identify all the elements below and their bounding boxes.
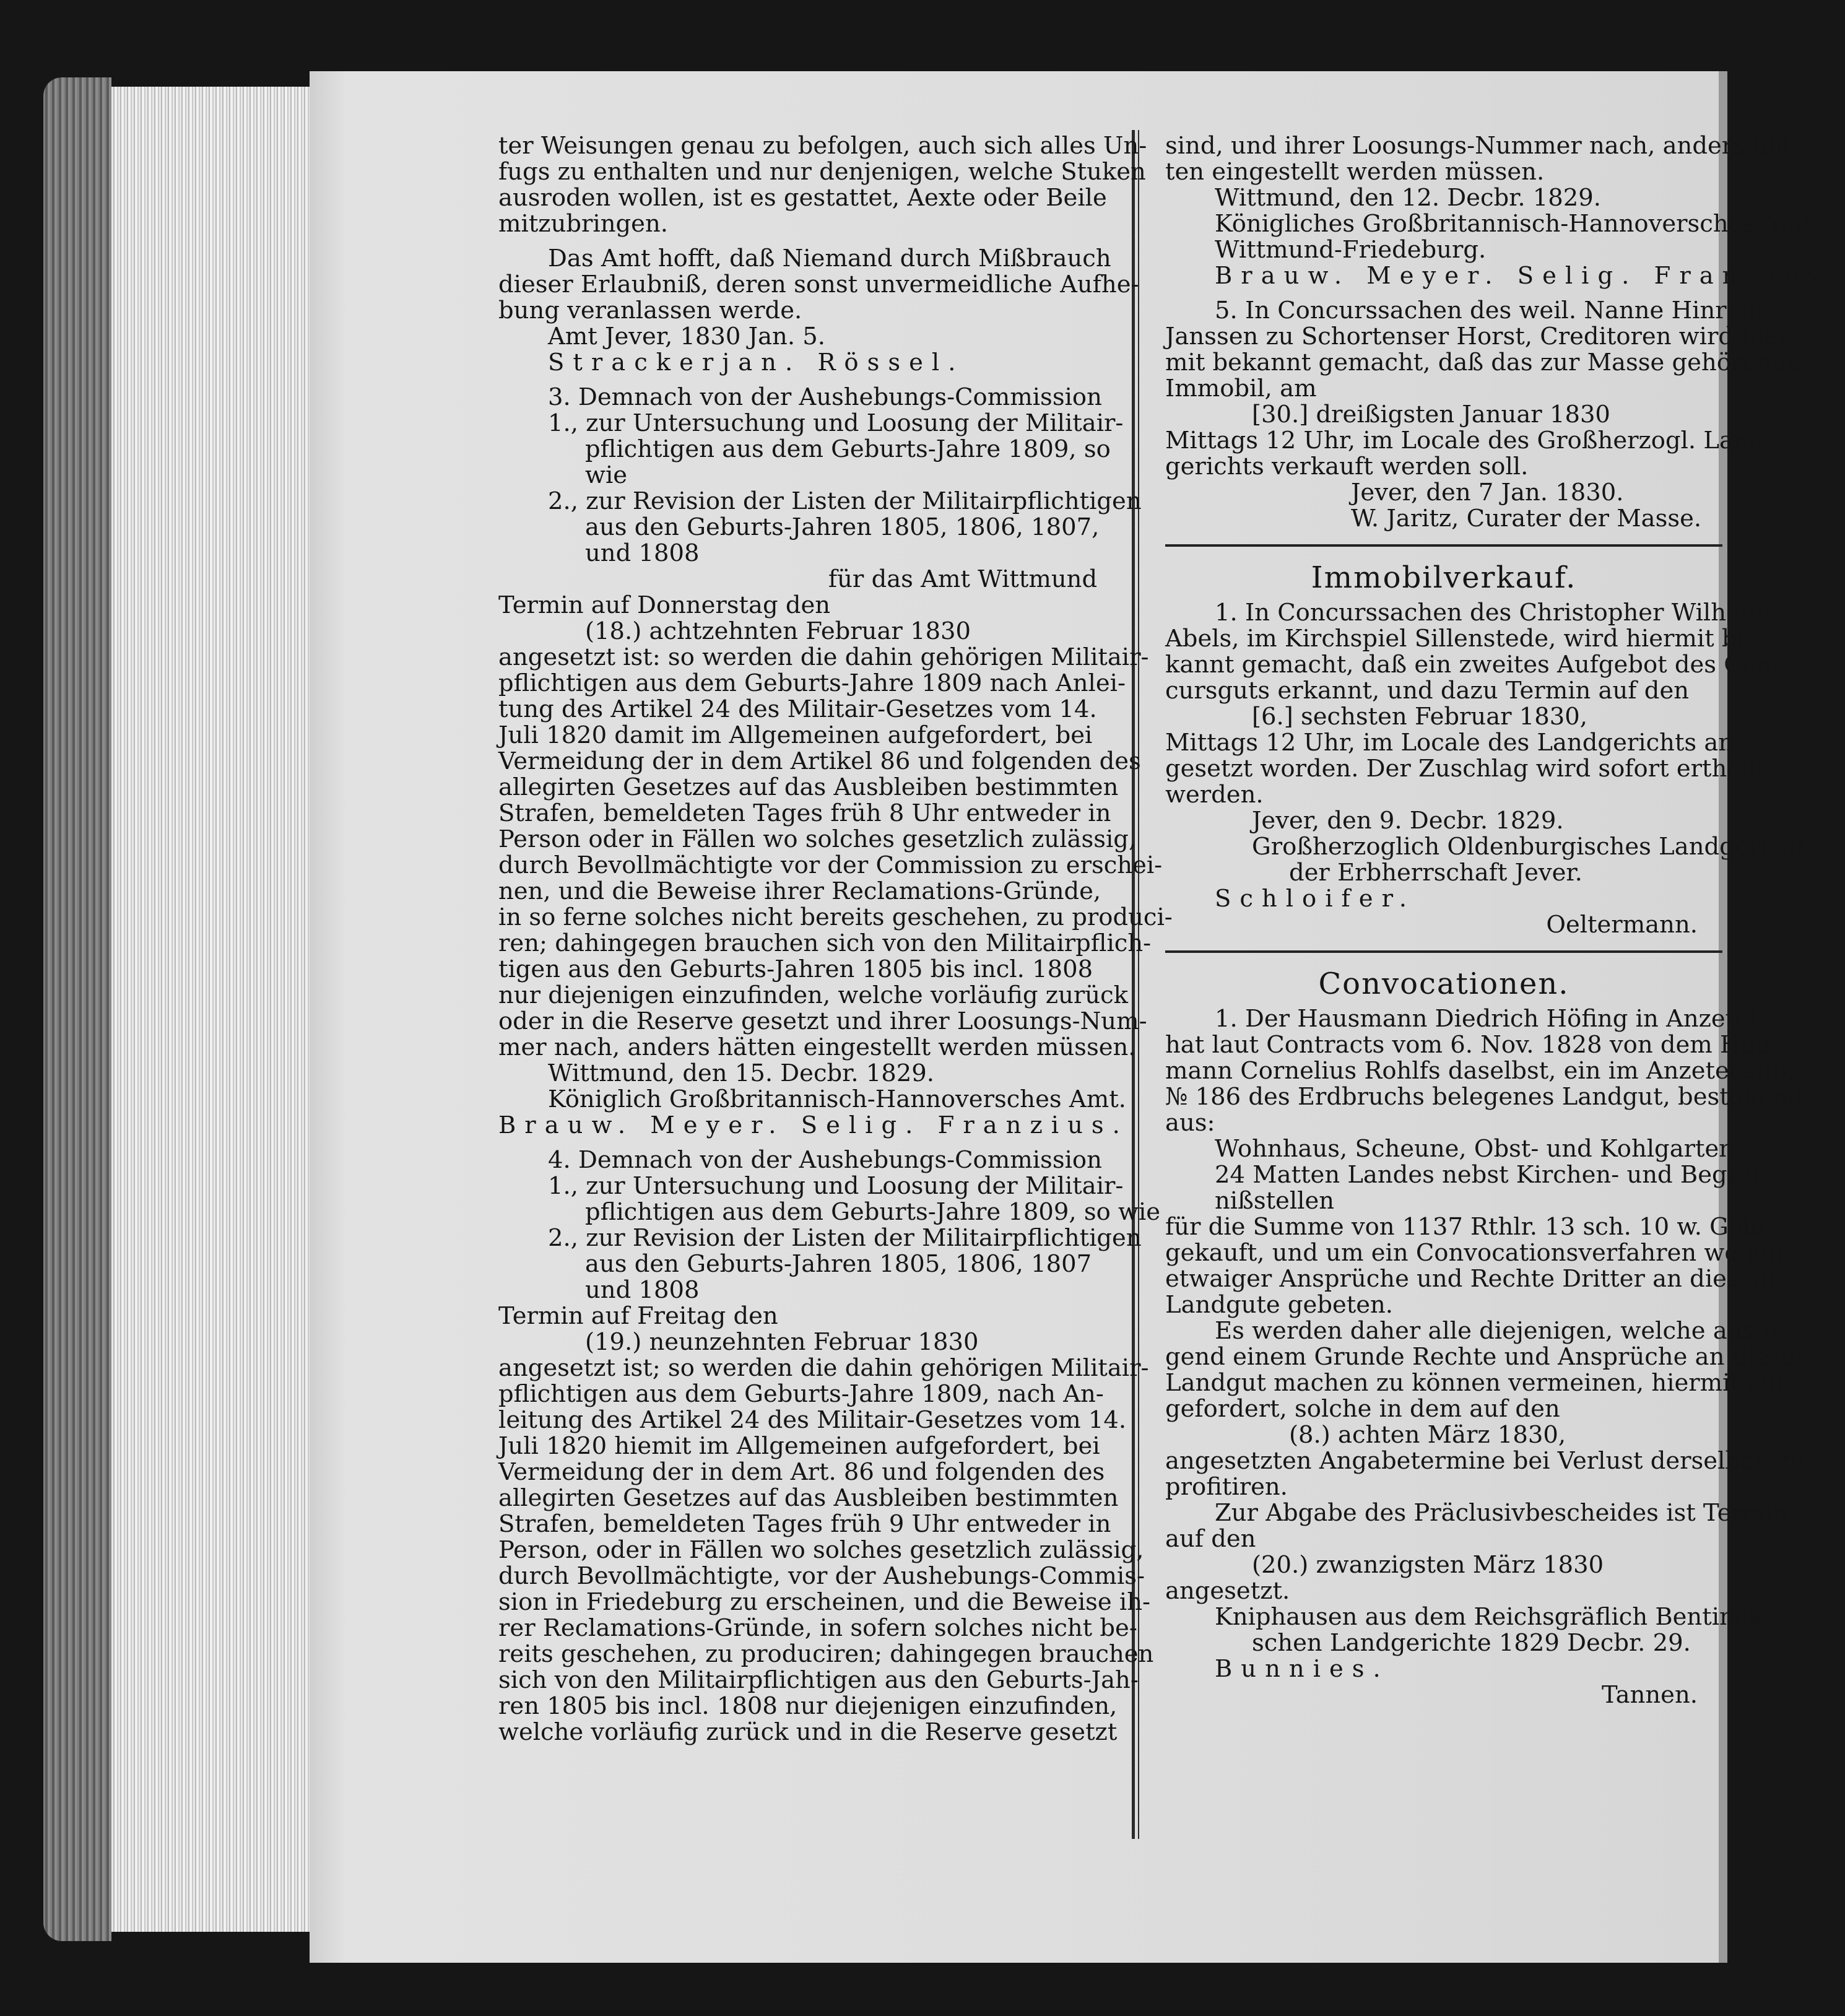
text-line: pflichtigen aus dem Geburts-Jahre 1809 nach Anlei-: [498, 669, 1126, 697]
text-line: Oeltermann.: [1546, 911, 1698, 939]
text-line: pflichtigen aus dem Geburts-Jahre 1809, nach An-: [498, 1380, 1104, 1408]
text-line: Es werden daher alle diejenigen, welche aus ir-: [1215, 1317, 1790, 1345]
text-line: Termin auf Donnerstag den: [498, 591, 831, 619]
text-line: Vermeidung der in dem Artikel 86 und folgenden des: [498, 747, 1141, 775]
text-line: pflichtigen aus dem Geburts-Jahre 1809, so: [585, 435, 1111, 463]
text-line: Landgute gebeten.: [1165, 1291, 1394, 1319]
section-heading-immobilverkauf: Immobilverkauf.: [1311, 560, 1577, 595]
text-line: Wohnhaus, Scheune, Obst- und Kohlgarten,: [1215, 1135, 1742, 1163]
text-line: schen Landgerichte 1829 Decbr. 29.: [1252, 1629, 1691, 1657]
book-spine: [43, 77, 111, 1941]
text-line: (8.) achten März 1830,: [1289, 1421, 1566, 1449]
text-line: 5. In Concurssachen des weil. Nanne Hinrich: [1215, 297, 1763, 324]
document-page: [310, 71, 1845, 1963]
text-line: 4. Demnach von der Aushebungs-Commission: [548, 1146, 1102, 1174]
text-line: 1. Der Hausmann Diedrich Höfing in Anzetel: [1215, 1005, 1757, 1033]
text-line: tigen aus den Geburts-Jahren 1805 bis incl. 1808: [498, 955, 1093, 983]
text-line: leitung des Artikel 24 des Militair-Gesetzes vom 14.: [498, 1406, 1127, 1434]
text-line: Immobil, am: [1165, 375, 1317, 402]
text-line: Zur Abgabe des Präclusivbescheides ist Termin: [1215, 1499, 1789, 1527]
text-line: durch Bevollmächtigte, vor der Aushebungs-Commis-: [498, 1562, 1145, 1590]
text-line: etwaiger Ansprüche und Rechte Dritter an diesem: [1165, 1265, 1776, 1293]
text-line: 1. In Concurssachen des Christopher Wilhelm: [1215, 599, 1771, 627]
text-line: werden.: [1165, 781, 1264, 809]
text-line: Mittags 12 Uhr, im Locale des Großherzogl. Land-: [1165, 427, 1773, 454]
text-line: Abels, im Kirchspiel Sillenstede, wird hiermit be-: [1165, 625, 1760, 653]
text-line: Königliches Großbritannisch-Hannoversches Amt: [1215, 210, 1812, 238]
text-line: Landgut machen zu können vermeinen, hiermit auf-: [1165, 1369, 1793, 1397]
section-rule: [1165, 950, 1722, 953]
section-rule: [1165, 544, 1722, 547]
text-line: Tannen.: [1601, 1681, 1698, 1709]
text-line: nißstellen: [1215, 1187, 1335, 1215]
text-line: Amt Jever, 1830 Jan. 5.: [548, 323, 826, 350]
text-line: Schloifer.: [1215, 885, 1415, 913]
text-line: Bunnies.: [1215, 1655, 1389, 1683]
text-line: Königlich Großbritannisch-Hannoversches Amt.: [548, 1085, 1126, 1113]
text-line: 2., zur Revision der Listen der Militairpflichtigen: [548, 487, 1142, 515]
text-line: [6.] sechsten Februar 1830,: [1252, 703, 1588, 731]
text-line: Jever, den 9. Decbr. 1829.: [1252, 807, 1564, 835]
text-line: Janssen zu Schortenser Horst, Creditoren wird hier-: [1165, 323, 1798, 350]
text-line: auf den: [1165, 1525, 1256, 1553]
text-line: gerichts verkauft werden soll.: [1165, 453, 1529, 480]
text-line: Brauw. Meyer. Selig. Franzius.: [1215, 262, 1845, 290]
text-line: nur diejenigen einzufinden, welche vorläufig zurück: [498, 981, 1128, 1009]
text-line: tung des Artikel 24 des Militair-Gesetzes vom 14.: [498, 695, 1097, 723]
text-line: mer nach, anders hätten eingestellt werden müssen.: [498, 1033, 1136, 1061]
text-line: sich von den Militairpflichtigen aus den Geburts-Jah-: [498, 1666, 1139, 1694]
text-line: reits geschehen, zu produciren; dahingegen brauchen: [498, 1640, 1154, 1668]
text-line: dieser Erlaubniß, deren sonst unvermeidliche Aufhe-: [498, 271, 1139, 298]
text-line: aus:: [1165, 1109, 1215, 1137]
text-line: für das Amt Wittmund: [828, 565, 1098, 593]
text-line: mitzubringen.: [498, 210, 668, 238]
text-line: rer Reclamations-Gründe, in sofern solches nicht be-: [498, 1614, 1137, 1642]
text-line: ten eingestellt werden müssen.: [1165, 158, 1545, 186]
right-column: [1165, 132, 1845, 1709]
text-line: bung veranlassen werde.: [498, 297, 802, 324]
text-line: aus den Geburts-Jahren 1805, 1806, 1807,: [585, 513, 1100, 541]
text-line: 1., zur Untersuchung und Loosung der Militair-: [548, 409, 1124, 437]
text-line: nen, und die Beweise ihrer Reclamations-Gründe,: [498, 877, 1101, 905]
text-line: 24 Matten Landes nebst Kirchen- und Begräb-: [1215, 1161, 1776, 1189]
text-line: aus den Geburts-Jahren 1805, 1806, 1807: [585, 1250, 1092, 1278]
text-line: pflichtigen aus dem Geburts-Jahre 1809, so wie: [585, 1198, 1161, 1226]
text-line: und 1808: [585, 1276, 700, 1304]
text-line: (18.) achtzehnten Februar 1830: [585, 617, 971, 645]
text-line: kannt gemacht, daß ein zweites Aufgebot des Con-: [1165, 651, 1780, 679]
text-line: mit bekannt gemacht, daß das zur Masse gehörende: [1165, 349, 1802, 376]
page-edges: [111, 87, 316, 1932]
text-line: profitiren.: [1165, 1473, 1288, 1501]
text-line: ren 1805 bis incl. 1808 nur diejenigen einzufinden,: [498, 1692, 1118, 1720]
text-line: allegirten Gesetzes auf das Ausbleiben bestimmten: [498, 773, 1119, 801]
text-line: in so ferne solches nicht bereits geschehen, zu produci-: [498, 903, 1173, 931]
text-line: angesetzt ist: so werden die dahin gehörigen Militair-: [498, 643, 1149, 671]
text-line: Jever, den 7 Jan. 1830.: [1351, 479, 1624, 506]
text-line: Wittmund, den 12. Decbr. 1829.: [1215, 184, 1602, 212]
text-line: 2., zur Revision der Listen der Militairpflichtigen: [548, 1224, 1142, 1252]
text-line: Person, oder in Fällen wo solches gesetzlich zulässig,: [498, 1536, 1144, 1564]
text-line: Kniphausen aus dem Reichsgräflich Bentinck-: [1215, 1603, 1771, 1631]
text-line: (19.) neunzehnten Februar 1830: [585, 1328, 979, 1356]
section-heading-convocationen: Convocationen.: [1318, 967, 1569, 1001]
text-line: Das Amt hofft, daß Niemand durch Mißbrauch: [548, 245, 1111, 272]
text-line: Strafen, bemeldeten Tages früh 9 Uhr entweder in: [498, 1510, 1111, 1538]
text-line: Juli 1820 damit im Allgemeinen aufgefordert, bei: [498, 721, 1093, 749]
text-line: angesetzt.: [1165, 1577, 1290, 1605]
text-line: Brauw. Meyer. Selig. Franzius.: [498, 1111, 1129, 1139]
text-line: Großherzoglich Oldenburgisches Landgericht: [1252, 833, 1807, 861]
text-line: Person oder in Fällen wo solches gesetzlich zulässig,: [498, 825, 1137, 853]
text-line: wie: [585, 461, 628, 489]
text-line: sind, und ihrer Loosungs-Nummer nach, anders hät-: [1165, 132, 1800, 160]
text-line: Wittmund-Friedeburg.: [1215, 236, 1487, 264]
text-line: angesetzt ist; so werden die dahin gehörigen Militair-: [498, 1354, 1149, 1382]
text-line: ren; dahingegen brauchen sich von den Militairpflich-: [498, 929, 1152, 957]
text-line: 1., zur Untersuchung und Loosung der Militair-: [548, 1172, 1124, 1200]
text-line: W. Jaritz, Curater der Masse.: [1351, 505, 1702, 532]
text-line: 3. Demnach von der Aushebungs-Commission: [548, 383, 1102, 411]
text-line: oder in die Reserve gesetzt und ihrer Loosungs-Num-: [498, 1007, 1147, 1035]
text-line: welche vorläufig zurück und in die Reserve gesetzt: [498, 1718, 1118, 1746]
text-line: Termin auf Freitag den: [498, 1302, 778, 1330]
text-line: gefordert, solche in dem auf den: [1165, 1395, 1560, 1423]
text-line: allegirten Gesetzes auf das Ausbleiben bestimmten: [498, 1484, 1119, 1512]
text-line: gekauft, und um ein Convocationsverfahren wegen: [1165, 1239, 1784, 1267]
text-line: № 186 des Erdbruchs belegenes Landgut, bestehend: [1165, 1083, 1804, 1111]
text-line: (20.) zwanzigsten März 1830: [1252, 1551, 1604, 1579]
text-line: angesetzten Angabetermine bei Verlust derselben zu: [1165, 1447, 1805, 1475]
text-line: hat laut Contracts vom 6. Nov. 1828 von dem Haus-: [1165, 1031, 1791, 1059]
text-line: Mittags 12 Uhr, im Locale des Landgerichts an-: [1165, 729, 1742, 757]
text-line: [30.] dreißigsten Januar 1830: [1252, 401, 1610, 428]
text-line: gend einem Grunde Rechte und Ansprüche an dieses: [1165, 1343, 1808, 1371]
text-line: cursguts erkannt, und dazu Termin auf den: [1165, 677, 1690, 705]
text-line: Wittmund, den 15. Decbr. 1829.: [548, 1059, 935, 1087]
text-line: für die Summe von 1137 Rthlr. 13 sch. 10 w. Gold: [1165, 1213, 1766, 1241]
text-line: Vermeidung der in dem Art. 86 und folgenden des: [498, 1458, 1105, 1486]
text-line: und 1808: [585, 539, 700, 567]
text-line: gesetzt worden. Der Zuschlag wird sofort ertheilt: [1165, 755, 1766, 783]
text-line: ausroden wollen, ist es gestattet, Aexte oder Beile: [498, 184, 1107, 212]
text-line: der Erbherrschaft Jever.: [1289, 859, 1582, 887]
text-line: Strafen, bemeldeten Tages früh 8 Uhr entweder in: [498, 799, 1111, 827]
text-line: fugs zu enthalten und nur denjenigen, welche Stuken: [498, 158, 1146, 186]
text-line: sion in Friedeburg zu erscheinen, und die Beweise ih-: [498, 1588, 1151, 1616]
text-line: durch Bevollmächtigte vor der Commission zu erschei-: [498, 851, 1163, 879]
text-line: mann Cornelius Rohlfs daselbst, ein im Anzetel sub.: [1165, 1057, 1795, 1085]
text-line: Strackerjan. Rössel.: [548, 349, 965, 376]
text-line: ter Weisungen genau zu befolgen, auch sich alles Un-: [498, 132, 1147, 160]
text-line: Juli 1820 hiemit im Allgemeinen aufgefordert, bei: [498, 1432, 1100, 1460]
